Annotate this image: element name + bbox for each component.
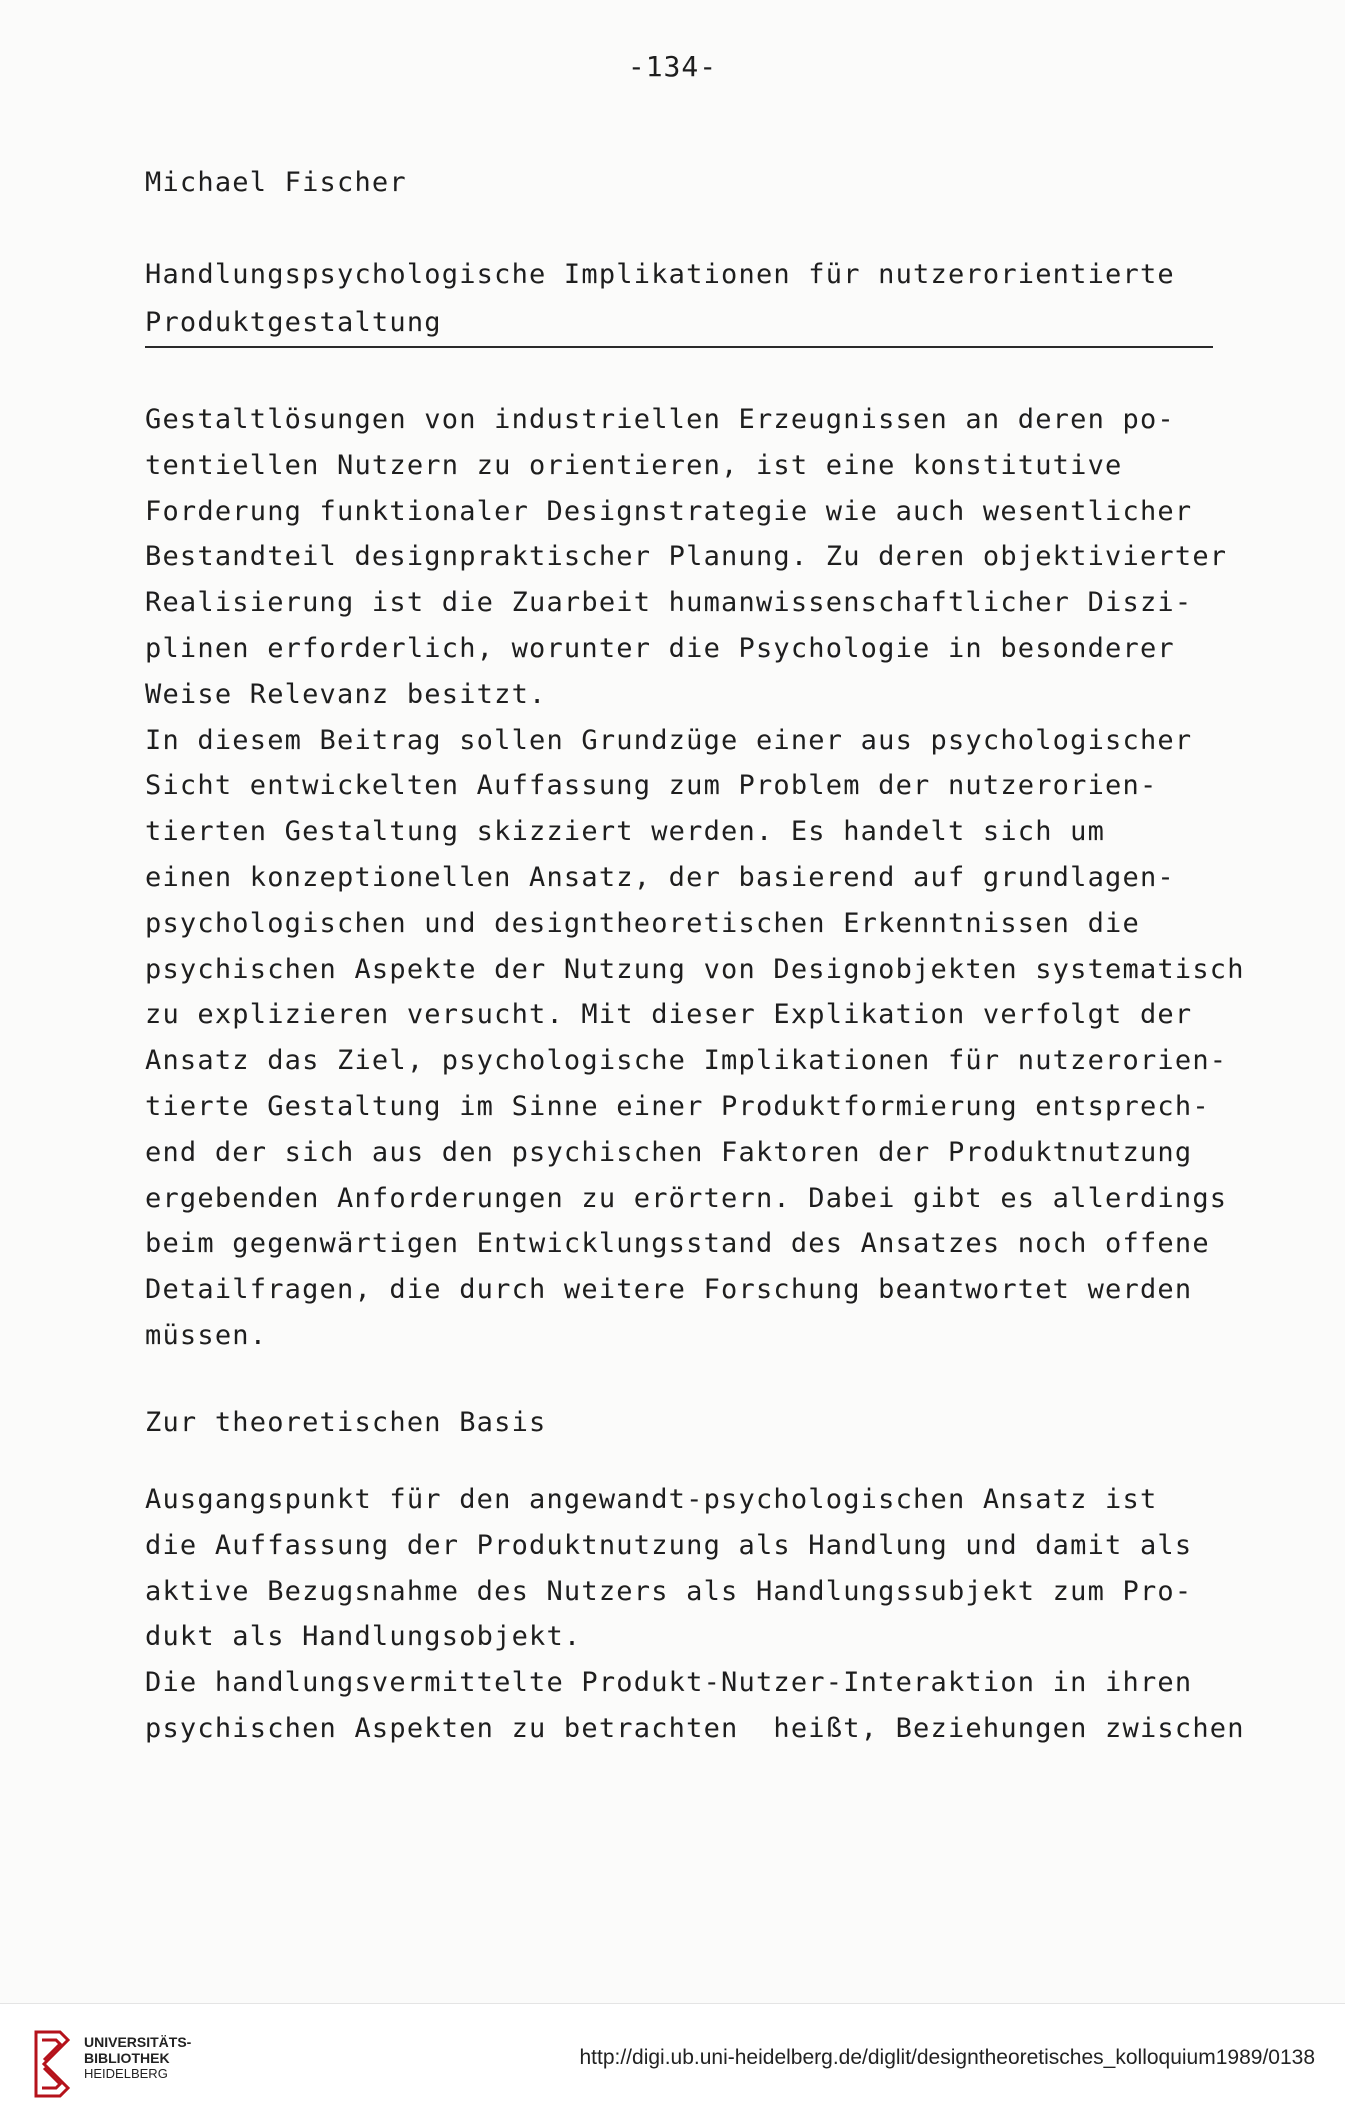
logo-line-2: BIBLIOTHEK	[84, 2050, 170, 2066]
text-line: tentiellen Nutzern zu orientieren, ist eine konstitutive	[145, 449, 1123, 481]
text-line: aktive Bezugsnahme des Nutzers als Handlungssubjekt zum Pro-	[145, 1575, 1193, 1607]
text-line: Sicht entwickelten Auffassung zum Problem der nutzerorien-	[145, 770, 1158, 802]
author-name: Michael Fischer	[145, 167, 407, 198]
text-line: tierte Gestaltung im Sinne einer Produktformierung entsprech-	[145, 1090, 1210, 1122]
text-line: ergebenden Anforderungen zu erörtern. Dabei gibt es allerdings	[145, 1182, 1228, 1214]
page-number: -134-	[627, 50, 718, 83]
logo-line-3: HEIDELBERG	[84, 2066, 168, 2081]
library-logo-text	[84, 2034, 191, 2082]
body-paragraph-basis	[145, 1477, 1295, 1752]
text-line: dukt als Handlungsobjekt.	[145, 1621, 582, 1653]
text-line: plinen erforderlich, worunter die Psychologie in besonderer	[145, 632, 1175, 664]
body-paragraph-intro	[145, 397, 1295, 1359]
text-line: end der sich aus den psychischen Faktoren der Produktnutzung	[145, 1136, 1193, 1168]
text-line: Ansatz das Ziel, psychologische Implikationen für nutzerorien-	[145, 1045, 1228, 1077]
logo-line-1: UNIVERSITÄTS-	[84, 2034, 192, 2050]
text-line: die Auffassung der Produktnutzung als Handlung und damit als	[145, 1529, 1193, 1561]
text-line: psychischen Aspekten zu betrachten heißt, Beziehungen zwischen	[145, 1712, 1245, 1744]
text-line: tierten Gestaltung skizziert werden. Es handelt sich um	[145, 816, 1106, 848]
text-line: psychischen Aspekte der Nutzung von Designobjekten systematisch	[145, 953, 1245, 985]
text-line: einen konzeptionellen Ansatz, der basierend auf grundlagen-	[145, 861, 1175, 893]
text-line: müssen.	[145, 1319, 268, 1351]
article-title-line-2: Produktgestaltung	[145, 307, 442, 338]
text-line: Bestandteil designpraktischer Planung. Zu deren objektivierter	[145, 541, 1228, 573]
article-title-line-1: Handlungspsychologische Implikationen für nutzerorientierte	[145, 259, 1175, 290]
text-line: In diesem Beitrag sollen Grundzüge einer aus psychologischer	[145, 724, 1193, 756]
text-line: Detailfragen, die durch weitere Forschung beantwortet werden	[145, 1274, 1193, 1306]
source-url-link[interactable]: http://digi.ub.uni-heidelberg.de/diglit/designtheoretisches_kolloquium1989/0138	[579, 2046, 1315, 2069]
text-line: Die handlungsvermittelte Produkt-Nutzer-Interaktion in ihren	[145, 1667, 1193, 1699]
text-line: zu explizieren versucht. Mit dieser Explikation verfolgt der	[145, 999, 1193, 1031]
text-line: psychologischen und designtheoretischen Erkenntnissen die	[145, 907, 1140, 939]
library-logo-icon	[30, 2026, 74, 2098]
text-line: Weise Relevanz besitzt.	[145, 678, 547, 710]
section-heading: Zur theoretischen Basis	[145, 1407, 547, 1438]
text-line: Forderung funktionaler Designstrategie wie auch wesentlicher	[145, 495, 1193, 527]
library-footer	[0, 2003, 1345, 2111]
text-line: Realisierung ist die Zuarbeit humanwissenschaftlicher Diszi-	[145, 587, 1193, 619]
text-line: Gestaltlösungen von industriellen Erzeugnissen an deren po-	[145, 404, 1175, 435]
title-underline	[145, 346, 1213, 348]
text-line: beim gegenwärtigen Entwicklungsstand des Ansatzes noch offene	[145, 1228, 1210, 1260]
text-line: Ausgangspunkt für den angewandt-psychologischen Ansatz ist	[145, 1484, 1158, 1515]
